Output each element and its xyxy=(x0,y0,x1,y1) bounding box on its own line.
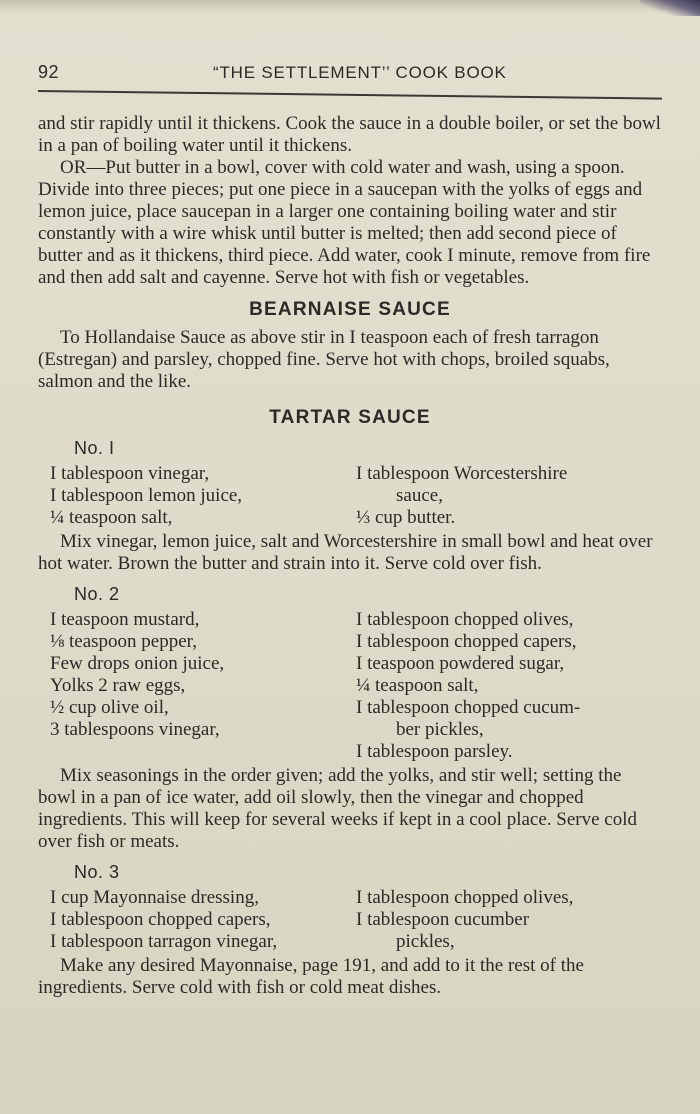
ingredient: I tablespoon chopped olives, xyxy=(356,887,574,908)
page-body xyxy=(38,113,662,999)
recipe-no2-ingredients xyxy=(50,609,662,763)
ingredient: I tablespoon parsley. xyxy=(356,741,513,762)
ingredients-right xyxy=(356,609,662,763)
ingredient: I tablespoon vinegar, xyxy=(50,463,210,484)
ingredient: I tablespoon chopped cucum- xyxy=(356,697,581,718)
corner-shadow xyxy=(640,0,700,16)
intro-alt-method: OR—Put butter in a bowl, cover with cold water and wash, using a spoon. Divide into three pieces; put one piece in a saucepan with the yolks of eggs and lemon juice, place saucepan in a larger one containing boiling water and stir constantly with a wire whisk until butter is melted; then add second piece of butter and as it thickens, third piece. Add water, cook I minute, remove from fire and then add salt and cayenne. Serve hot with fish or vegetables. xyxy=(38,157,651,288)
recipe-no2-label: No. 2 xyxy=(74,584,120,604)
ingredient: I teaspoon powdered sugar, xyxy=(356,653,565,674)
book-title: “THE SETTLEMENT’’ COOK BOOK xyxy=(213,63,507,82)
running-header xyxy=(38,60,663,86)
ingredients-left xyxy=(50,609,356,763)
ingredient: ¼ teaspoon salt, xyxy=(50,507,173,528)
ingredient: I tablespoon chopped olives, xyxy=(356,609,574,630)
ingredient: I teaspoon mustard, xyxy=(50,609,200,630)
bearnaise-heading: BEARNAISE SAUCE xyxy=(249,299,451,320)
ingredient: ½ cup olive oil, xyxy=(50,697,169,718)
ingredient-continued: pickles, xyxy=(396,931,455,952)
page-top-shadow xyxy=(0,0,700,14)
recipe-no3-ingredients xyxy=(50,887,662,953)
ingredient: I tablespoon lemon juice, xyxy=(50,485,243,506)
page-number: 92 xyxy=(38,62,60,82)
ingredient: 3 tablespoons vinegar, xyxy=(50,719,220,740)
ingredient: I tablespoon cucumber xyxy=(356,909,530,930)
ingredient-continued: sauce, xyxy=(396,485,443,506)
ingredients-right xyxy=(356,887,662,953)
ingredient: Yolks 2 raw eggs, xyxy=(50,675,186,696)
ingredients-left xyxy=(50,463,356,529)
ingredient: ⅓ cup butter. xyxy=(356,507,456,528)
bearnaise-text: To Hollandaise Sauce as above stir in I teaspoon each of fresh tarragon (Estregan) and parsley, chopped fine. Serve hot with chops, broiled squabs, salmon and the like. xyxy=(38,327,610,392)
ingredient: I tablespoon chopped capers, xyxy=(356,631,577,652)
recipe-no3-method: Make any desired Mayonnaise, page 191, and add to it the rest of the ingredients. Serve cold with fish or cold meat dishes. xyxy=(38,955,584,998)
ingredient-continued: ber pickles, xyxy=(396,719,484,740)
ingredient: I cup Mayonnaise dressing, xyxy=(50,887,259,908)
recipe-no1-ingredients xyxy=(50,463,662,529)
ingredient: I tablespoon tarragon vinegar, xyxy=(50,931,278,952)
ingredients-right xyxy=(356,463,662,529)
header-rule xyxy=(38,90,662,100)
recipe-no3-label: No. 3 xyxy=(74,862,120,882)
ingredient: Few drops onion juice, xyxy=(50,653,225,674)
ingredient: I tablespoon chopped capers, xyxy=(50,909,271,930)
tartar-heading: TARTAR SAUCE xyxy=(269,407,431,428)
ingredient: ¼ teaspoon salt, xyxy=(356,675,479,696)
ingredient: I tablespoon Worcestershire xyxy=(356,463,568,484)
recipe-no1-label: No. I xyxy=(74,438,115,458)
ingredient: ⅛ teaspoon pepper, xyxy=(50,631,197,652)
recipe-no1-method: Mix vinegar, lemon juice, salt and Worcestershire in small bowl and heat over hot water. Brown the butter and strain into it. Serve cold over fish. xyxy=(38,531,653,574)
recipe-no2-method: Mix seasonings in the order given; add the yolks, and stir well; setting the bowl in a pan of ice water, add oil slowly, then the vinegar and chopped ingredients. This will keep for several weeks if kept in a cool place. Serve cold over fish or meats. xyxy=(38,765,638,852)
intro-paragraph: and stir rapidly until it thickens. Cook the sauce in a double boiler, or set the bowl in a pan of boiling water until it thickens. xyxy=(38,113,661,156)
ingredients-left xyxy=(50,887,356,953)
